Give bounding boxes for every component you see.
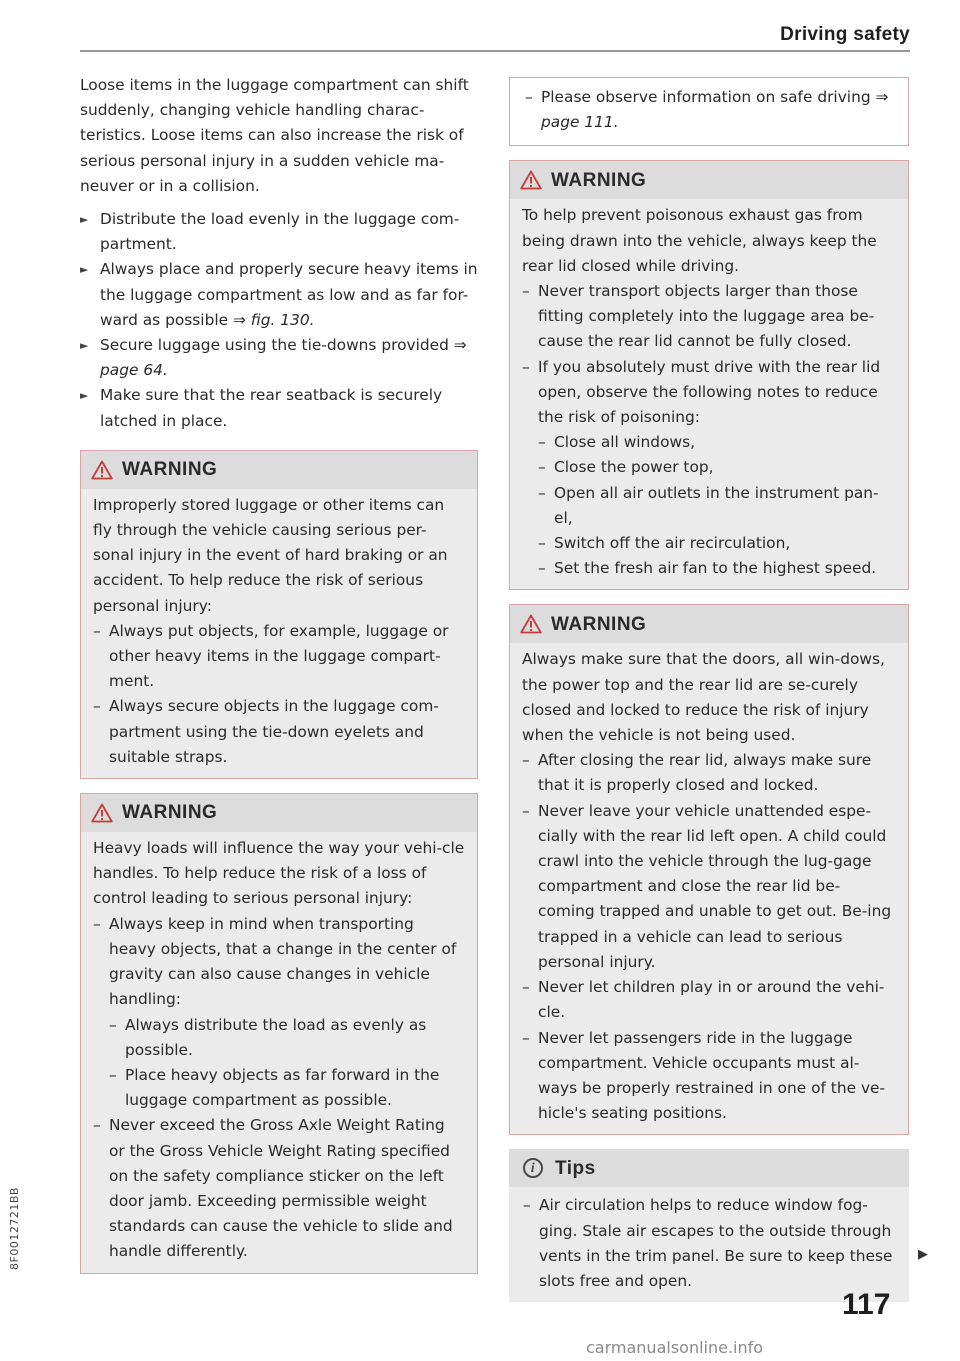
list-item: – Always put objects, for example, luggage or other heavy items in the luggage compart-ment. [93, 619, 465, 695]
figure-link[interactable]: ⇒ fig. 130. [233, 310, 315, 329]
list-item: – Never exceed the Gross Axle Weight Rating or the Gross Vehicle Weight Rating specified on the safety compliance sticker on the left door jamb. Exceeding permissible weight standards can cause the vehicle to slide and handle differently. [93, 1113, 465, 1264]
page-link[interactable]: ⇒ page 64. [100, 336, 467, 380]
list-item: – Never let children play in or around the vehi-cle. [522, 975, 896, 1025]
warning-header: WARNING [510, 161, 908, 199]
list-item: – Never leave your vehicle unattended espe-cially with the rear lid left open. A child could crawl into the vehicle through the lug-gage compartment and close the rear lid be-coming trapped and unable to get out. Be-ing trapped in a vehicle can lead to serious personal injury. [522, 799, 896, 975]
next-page-arrow-icon[interactable]: ▶ [918, 1247, 928, 1262]
safe-driving-note [509, 77, 909, 146]
list-item: – After closing the rear lid, always make sure that it is properly closed and locked. [522, 748, 896, 798]
warning-header: WARNING [510, 605, 908, 643]
watermark: carmanualsonline.info [586, 1338, 764, 1357]
tips-header: i Tips [509, 1149, 909, 1187]
warning-intro: To help prevent poisonous exhaust gas from being drawn into the vehicle, always keep the rear lid closed while driving. [522, 206, 877, 275]
intro-paragraph: Loose items in the luggage compartment can shift suddenly, changing vehicle handling charac-teristics. Loose items can also increase the risk of serious personal injury in a sudden vehicle ma-neuver or in a collision. [80, 76, 469, 195]
steps-list [80, 207, 478, 434]
list-item: – Place heavy objects as far forward in the luggage compartment as possible. [109, 1063, 465, 1113]
step-item: ► Always place and properly secure heavy items in the luggage compartment as low and as far for-ward as possible ⇒ fig. 130. [80, 257, 478, 333]
warning-body [81, 832, 477, 1272]
step-item: ► Secure luggage using the tie-downs provided ⇒ page 64. [80, 333, 478, 383]
list-item: – Always keep in mind when transporting heavy objects, that a change in the center of gravity can also cause changes in vehicle handling: – Always distribute the load as evenly as possible. – Place heavy objects as far forward in the luggage compartment as possible. [93, 912, 465, 1114]
warning-triangle-icon [520, 614, 542, 634]
list-item: – Switch off the air recirculation, [538, 531, 896, 556]
page-number: 117 [842, 1288, 891, 1321]
list-item: – Close all windows, [538, 430, 896, 455]
page-link[interactable]: ⇒ page 111. [541, 88, 889, 132]
warning-body [510, 643, 908, 1134]
tips-box [509, 1149, 909, 1302]
list-item: – Set the fresh air fan to the highest speed. [538, 556, 896, 581]
warning-body [510, 199, 908, 589]
warning-intro: Improperly stored luggage or other items can fly through the vehicle causing serious per-sonal injury in the event of hard braking or an accident. To help reduce the risk of serious personal injury: [93, 495, 448, 615]
warning-body [81, 489, 477, 778]
warning-header: WARNING [81, 451, 477, 489]
section-title: Driving safety [780, 24, 910, 45]
warning-triangle-icon [520, 170, 542, 190]
list-item: – Close the power top, [538, 455, 896, 480]
list-item: – Air circulation helps to reduce window fog-ging. Stale air escapes to the outside through vents in the trim panel. Be sure to keep these slots free and open. [523, 1193, 897, 1294]
list-item: – Always secure objects in the luggage com-partment using the tie-down eyelets and suitable straps. [93, 694, 465, 770]
step-item: ► Distribute the load evenly in the luggage com-partment. [80, 207, 478, 257]
list-item: – Please observe information on safe driving ⇒ page 111. [525, 85, 896, 135]
tips-body [509, 1187, 909, 1302]
warning-triangle-icon [91, 803, 113, 823]
list-item: – Always distribute the load as evenly as possible. [109, 1013, 465, 1063]
warning-box-luggage [80, 450, 478, 779]
warning-header: WARNING [81, 794, 477, 832]
document-code: 8F0012721BB [8, 1187, 21, 1270]
warning-triangle-icon [91, 460, 113, 480]
left-column [80, 73, 478, 1288]
warning-intro: Always make sure that the doors, all win-dows, the power top and the rear lid are se-curely closed and locked to reduce the risk of injury when the vehicle is not being used. [522, 650, 885, 745]
warning-box-heavy-loads [80, 793, 478, 1273]
header-rule [80, 50, 910, 52]
step-item: ► Make sure that the rear seatback is securely latched in place. [80, 383, 478, 433]
list-item: – Never let passengers ride in the luggage compartment. Vehicle occupants must al-ways be properly restrained in one of the ve-hicle's seating positions. [522, 1026, 896, 1127]
list-item: – If you absolutely must drive with the rear lid open, observe the following notes to reduce the risk of poisoning: – Close all windows, – Close the power top, – Open all air outlets in the instrument pan-el, – Switch off the air recirculation, – Set the fresh air fan to the highest speed. [522, 355, 896, 582]
warning-box-exhaust [509, 160, 909, 590]
warning-intro: Heavy loads will influence the way your vehi-cle handles. To help reduce the risk of a loss of control leading to serious personal injury: [93, 839, 465, 908]
list-item: – Open all air outlets in the instrument pan-el, [538, 481, 896, 531]
list-item: – Never transport objects larger than those fitting completely into the luggage area be-cause the rear lid cannot be fully closed. [522, 279, 896, 355]
info-icon: i [523, 1158, 543, 1178]
warning-box-locking [509, 604, 909, 1135]
right-column [509, 77, 909, 1316]
